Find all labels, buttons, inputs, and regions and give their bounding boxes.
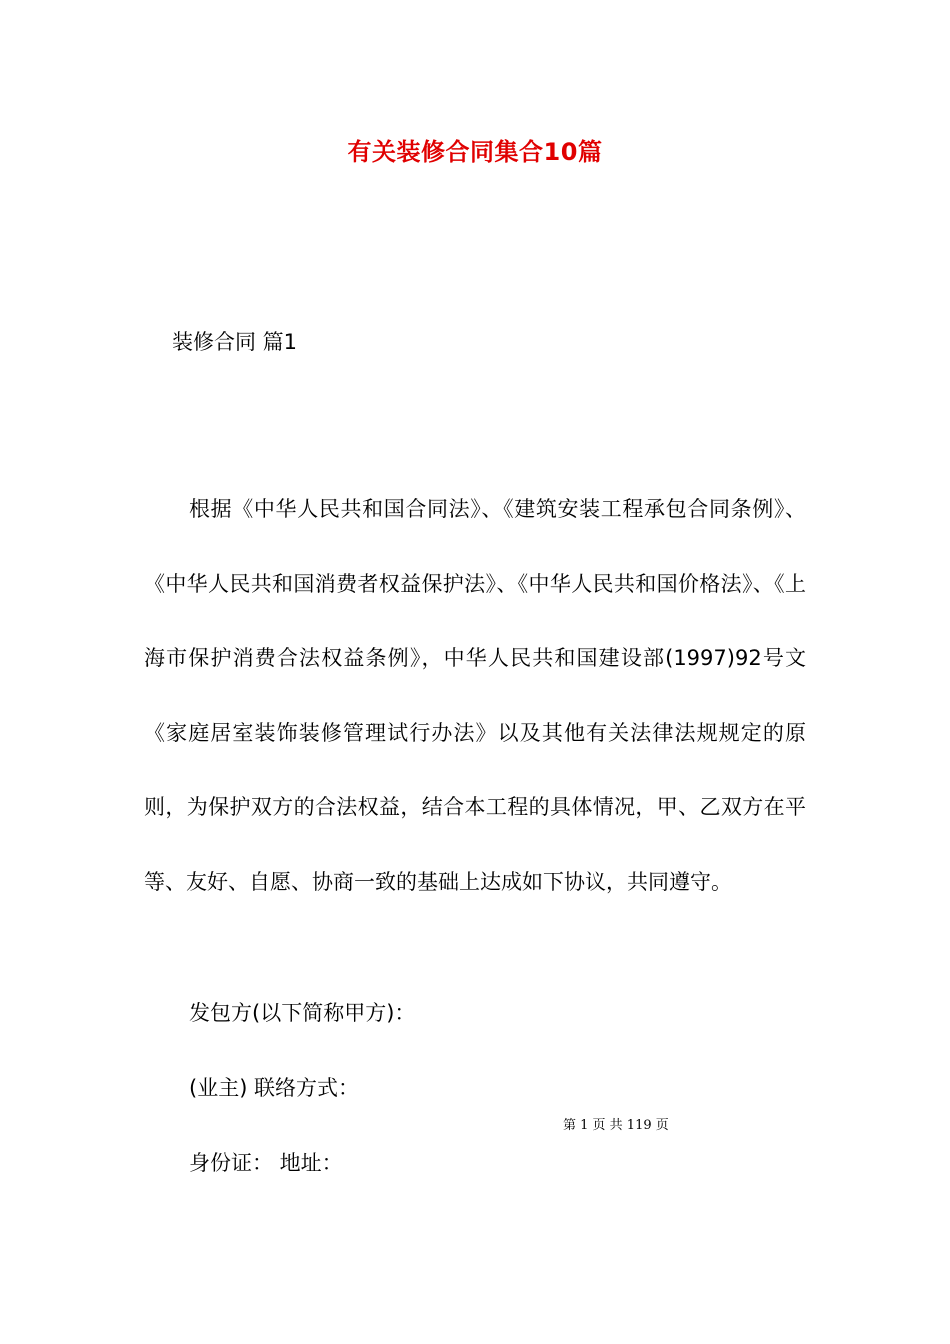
page-number-footer: 第 1 页 共 119 页 <box>563 1118 669 1133</box>
section-heading: 装修合同 篇1 <box>172 330 298 354</box>
field-owner-contact: (业主) 联络方式： <box>189 1076 360 1100</box>
field-id-address: 身份证： 地址： <box>189 1151 343 1175</box>
body-paragraph: 根据《中华人民共和国合同法》、《建筑安装工程承包合同条例》、《中华人民共和国消费者权益保护法》、《中华人民共和国价格法》、《上海市保护消费合法权益条例》，中华人民共和国建设部(1997)92号文《家庭居室装饰装修管理试行办法》以及其他有关法律法规规定的原则，为保护双方的合法权益，结合本工程的具体情况，甲、乙双方在平等、友好、自愿、协商一致的基础上达成如下协议，共同遵守。 <box>144 497 806 894</box>
field-contractor: 发包方(以下简称甲方)： <box>189 1001 416 1025</box>
document-title: 有关装修合同集合10篇 <box>347 138 603 166</box>
